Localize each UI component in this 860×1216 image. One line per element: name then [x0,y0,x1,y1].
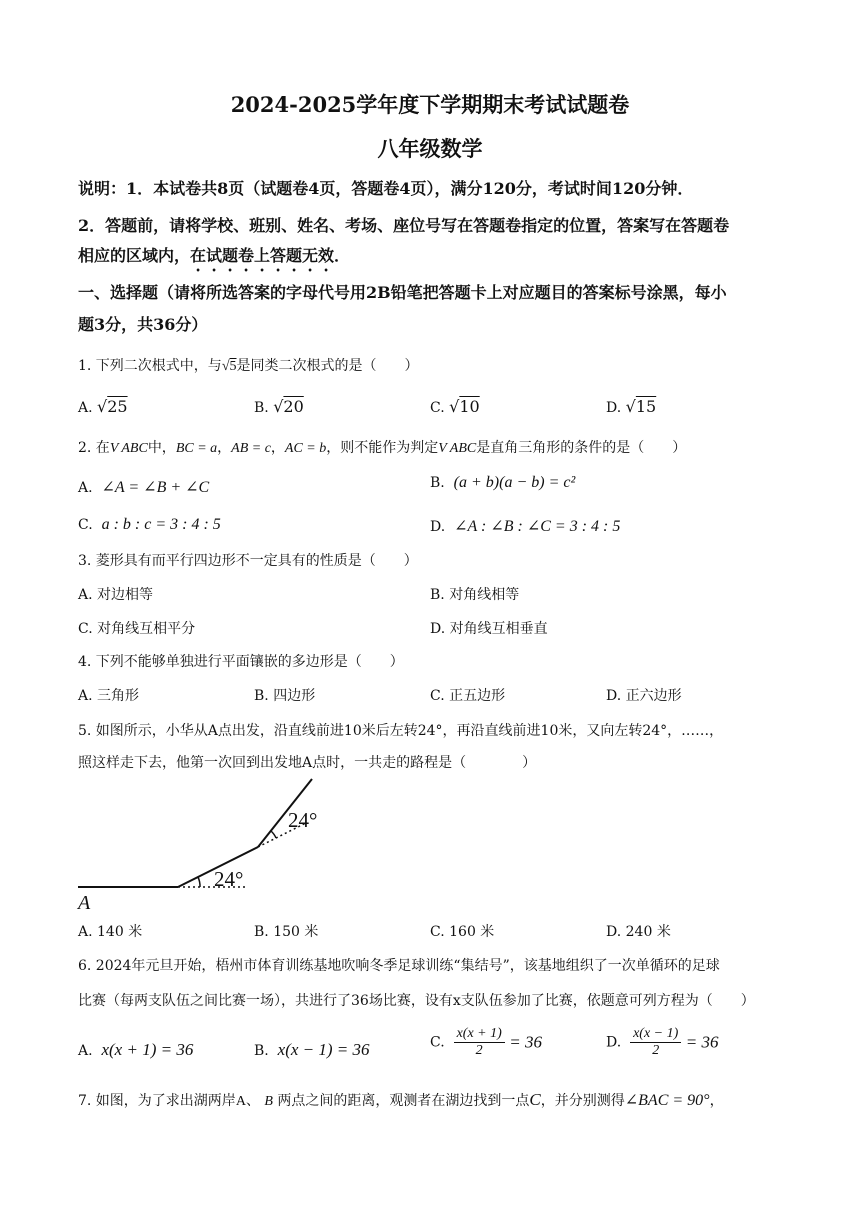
angle-label-1: 24° [214,867,244,891]
q4-option-d: D. 正六边形 [606,688,682,704]
exam-title: 2024-2025学年度下学期期末考试试题卷 [230,92,630,117]
q6-option-b: B. x(x − 1) = 36 [254,1040,370,1059]
q4-option-b: B. 四边形 [254,688,316,704]
q3-option-c: C. 对角线互相平分 [78,621,196,637]
sqrt-expression: √5 [221,359,237,374]
q5-option-b: B. 150 米 [254,924,319,940]
note-line-2: 2．答题前，请将学校、班别、姓名、考场、座位号写在答题卷指定的位置，答案写在答题卷 [78,216,730,235]
q6-option-d: D. $\frac{x(x - 1)}{2}$ = 36 [606,1026,719,1058]
question-4-stem: 4. 下列不能够单独进行平面镶嵌的多边形是（ ） [78,654,404,670]
exam-subtitle: 八年级数学 [377,136,483,161]
q1-option-c: C. √10 [430,397,480,416]
q4-option-a: A. 三角形 [78,688,140,704]
q5-option-d: D. 240 米 [606,924,671,940]
q3-option-a: A. 对边相等 [78,587,154,603]
fraction: $\frac{x(x + 1)}{2}$ [454,1026,505,1059]
q6-option-c: C. $\frac{x(x + 1)}{2}$ = 36 [430,1026,542,1058]
q6-option-a: A. x(x + 1) = 36 [78,1040,194,1059]
section-heading-line-1: 一、选择题（请将所选答案的字母代号用2B铅笔把答题卡上对应题目的答案标号涂黑，每小 [78,283,727,302]
q2-option-d: D. ∠A : ∠B : ∠C = 3 : 4 : 5 [430,518,621,535]
angle-arc-1 [198,877,200,887]
emphasis-text: 在试题卷上答题无效 [190,246,335,265]
section-heading-line-2: 题3分，共36分） [78,315,208,334]
question-5-line-2: 照这样走下去，他第一次回到出发地A点时，一共走的路程是（ ） [78,755,537,771]
q5-option-a: A. 140 米 [78,924,143,940]
question-1-stem: 1. 下列二次根式中，与√5是同类二次根式的是（ ） [78,358,419,374]
question-3-stem: 3. 菱形具有而平行四边形不一定具有的性质是（ ） [78,553,418,569]
q1-option-d: D. √15 [606,397,657,416]
q2-option-b: B. (a + b)(a − b) = c² [430,474,576,491]
q3-option-d: D. 对角线互相垂直 [430,621,548,637]
walking-path-figure [74,775,374,915]
question-7-stem: 7. 如图，为了求出湖两岸A、 B 两点之间的距离，观测者在湖边找到一点C，并分别测得∠BAC = 90°， [78,1090,724,1109]
fraction: $\frac{x(x - 1)}{2}$ [630,1026,681,1059]
q2-option-a: A. ∠A = ∠B + ∠C [78,479,210,496]
angle-label-2: 24° [288,808,318,832]
note-line-3: 相应的区域内，在试题卷上答题无效． [78,246,351,265]
angle-arc-2 [271,831,276,838]
q4-option-c: C. 正五边形 [430,688,506,704]
q1-option-b: B. √20 [254,397,304,416]
question-5-line-1: 5. 如图所示，小华从A点出发，沿直线前进10米后左转24°，再沿直线前进10米，又向左转24°，……， [78,723,724,739]
question-2-stem: 2. 在V ABC中，BC = a，AB = c，AC = b，则不能作为判定V ABC是直角三角形的条件的是（ ） [78,440,687,456]
point-a-label: A [78,892,91,914]
note-line-1: 说明：1．本试卷共8页（试题卷4页，答题卷4页），满分120分，考试时间120分钟． [78,179,694,198]
question-6-line-2: 比赛（每两支队伍之间比赛一场），共进行了36场比赛，设有x支队伍参加了比赛，依题意可列方程为（ ） [78,993,755,1009]
q1-option-a: A. √25 [78,397,128,416]
q5-option-c: C. 160 米 [430,924,495,940]
q2-option-c: C. a : b : c = 3 : 4 : 5 [78,516,221,533]
q3-option-b: B. 对角线相等 [430,587,520,603]
question-6-line-1: 6. 2024年元旦开始，梧州市体育训练基地吹响冬季足球训练“集结号”，该基地组织了一次单循环的足球 [78,958,720,974]
